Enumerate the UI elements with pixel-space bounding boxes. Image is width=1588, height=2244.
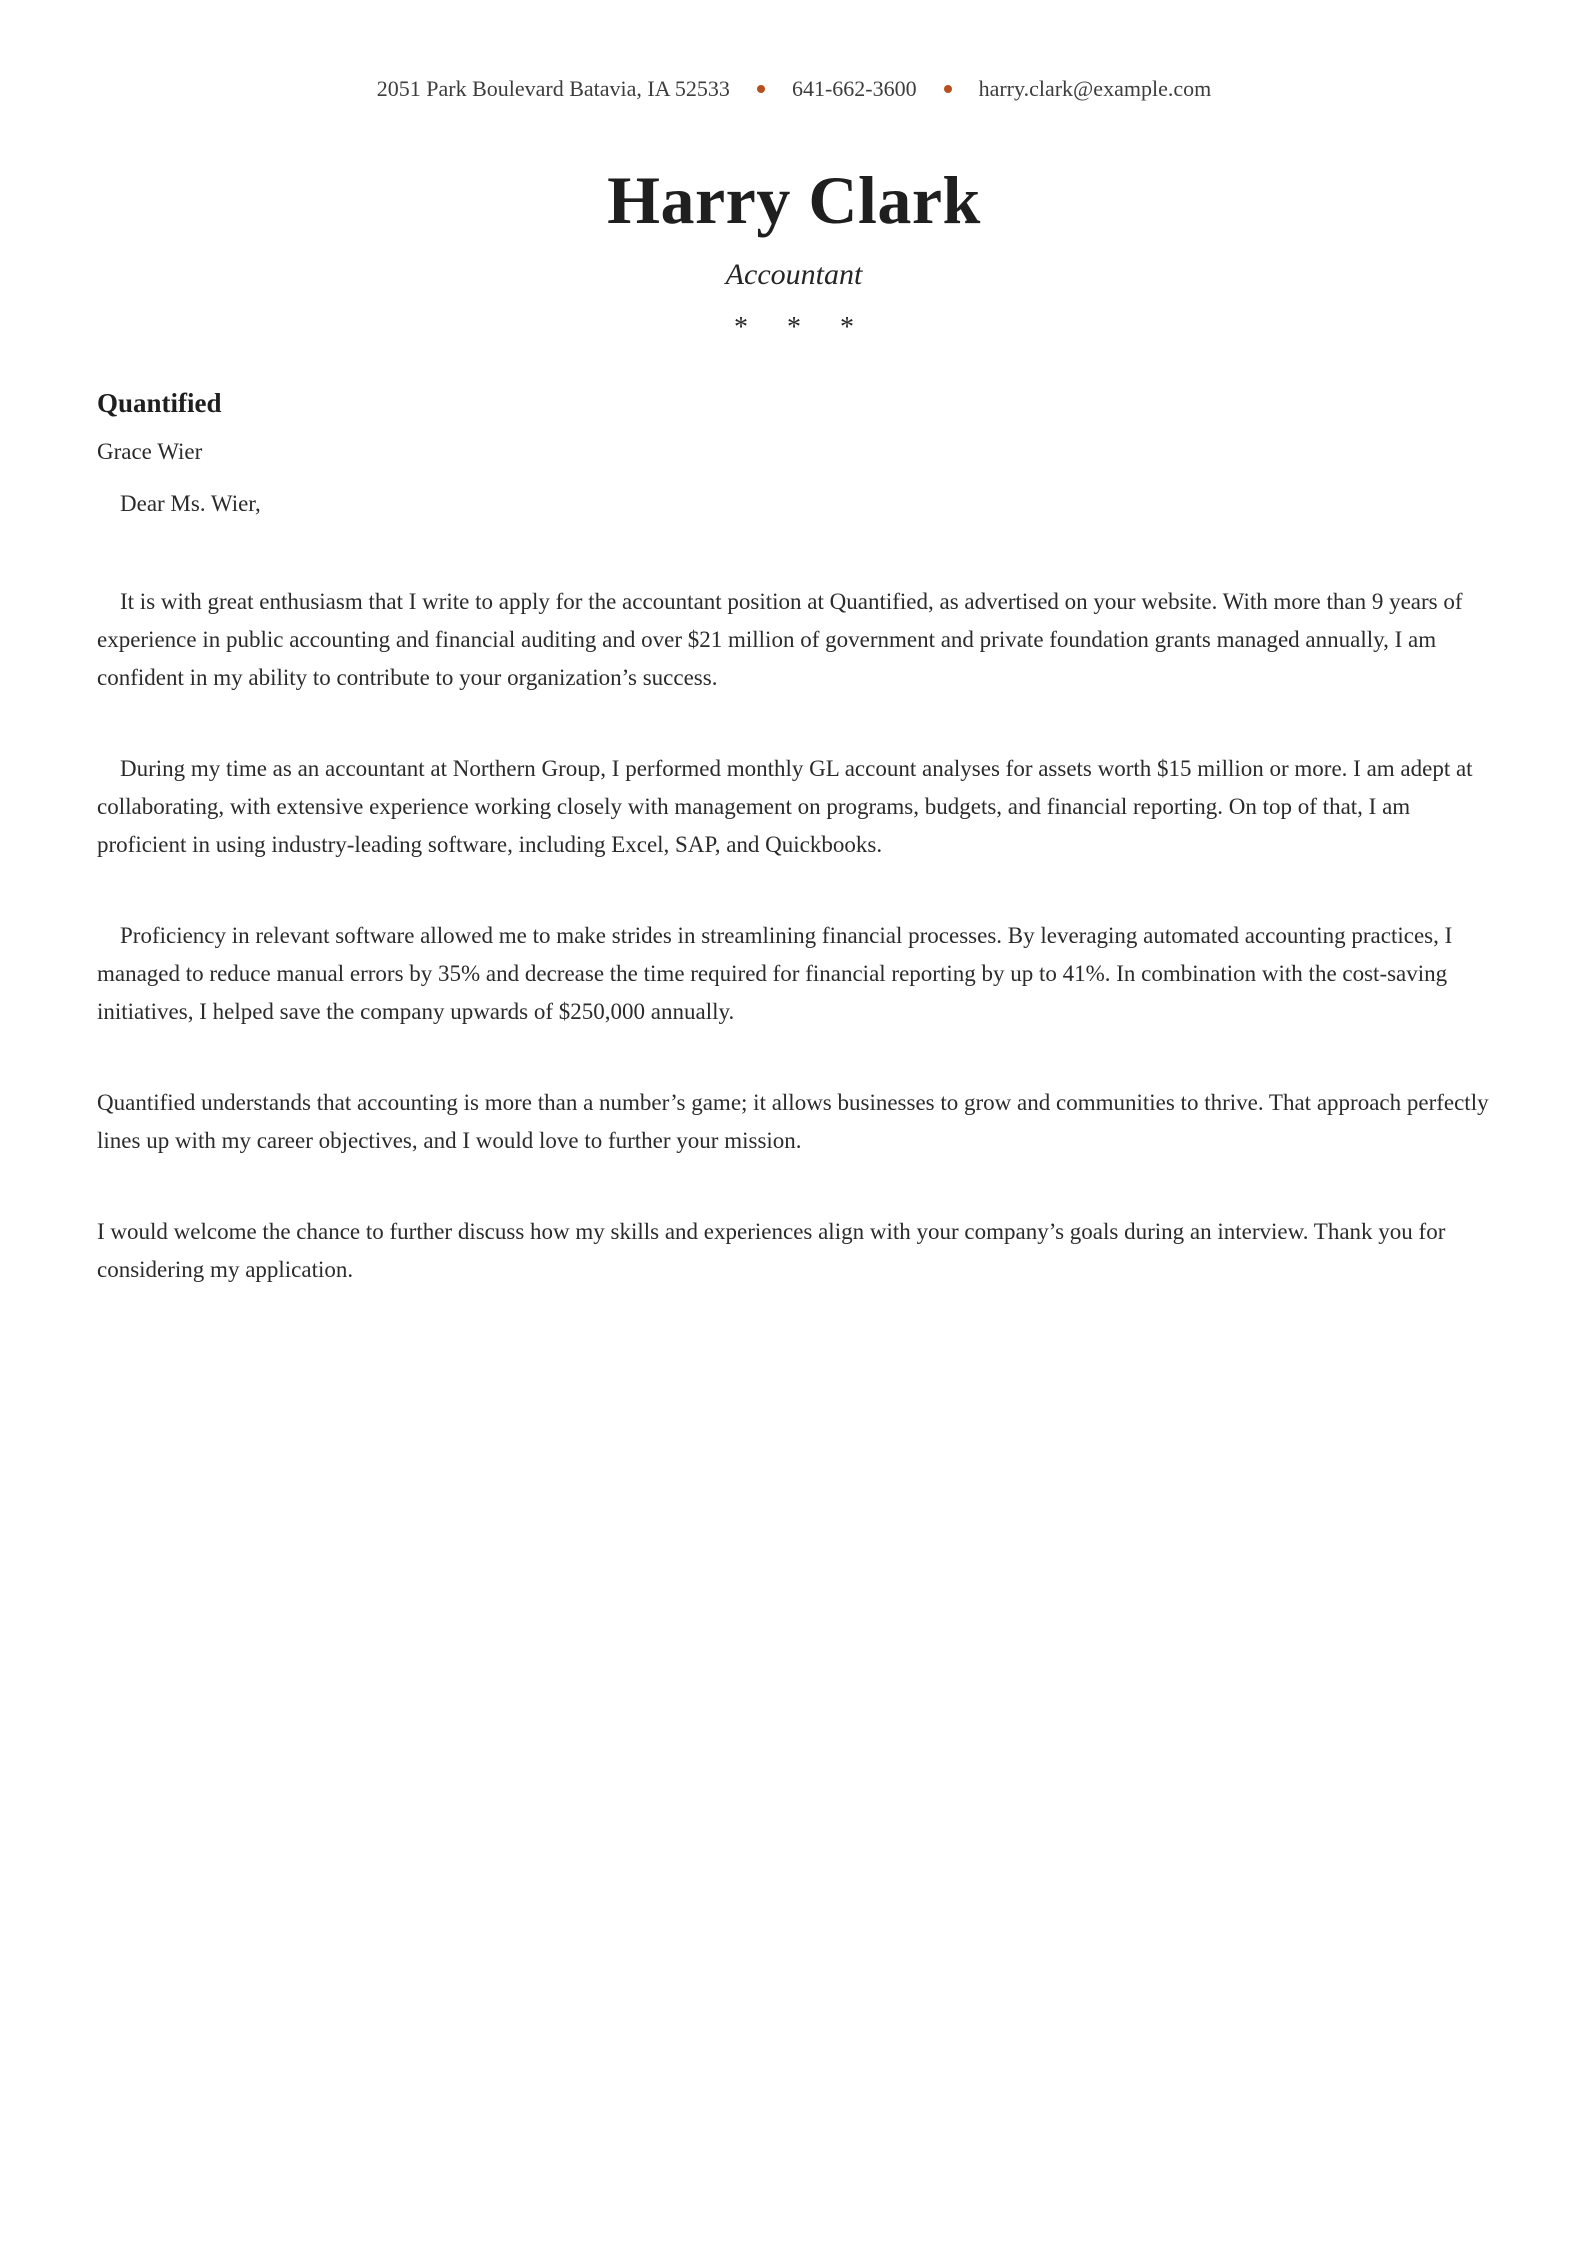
asterisk-divider: * * * — [734, 312, 870, 343]
salutation: Dear Ms. Wier, — [120, 491, 261, 516]
contact-email: harry.clark@example.com — [978, 76, 1212, 101]
letter-body — [97, 388, 1491, 1289]
bullet-separator-icon — [757, 85, 765, 93]
recipient-name: Grace Wier — [97, 439, 203, 464]
letter-paragraph: Quantified understands that accounting is more than a number’s game; it allows businesses to grow and communities to thrive. That approach perfectly lines up with my career objectives, and I would love to further your mission. — [97, 1090, 1489, 1153]
letter-paragraph: During my time as an accountant at Northern Group, I performed monthly GL account analyses for assets worth $15 million or more. I am adept at collaborating, with extensive experience working closely with management on programs, budgets, and financial reporting. On top of that, I am proficient in using industry-leading software, including Excel, SAP, and Quickbooks. — [97, 756, 1473, 857]
letter-paragraph: I would welcome the chance to further discuss how my skills and experiences align with your company’s goals during an interview. Thank you for considering my application. — [97, 1219, 1446, 1282]
letter-paragraph: It is with great enthusiasm that I write to apply for the accountant position at Quantified, as advertised on your website. With more than 9 years of experience in public accounting and financial auditing and over $21 million of government and private foundation grants managed annually, I am confident in my ability to contribute to your organization’s success. — [97, 589, 1463, 690]
recipient-company: Quantified — [97, 388, 222, 418]
contact-address: 2051 Park Boulevard Batavia, IA 52533 — [376, 76, 730, 101]
letter-paragraph: Proficiency in relevant software allowed me to make strides in streamlining financial processes. By leveraging automated accounting practices, I managed to reduce manual errors by 35% and decrease the time required for financial reporting by up to 41%. In combination with the cost-saving initiatives, I helped save the company upwards of $250,000 annually. — [97, 923, 1453, 1024]
contact-bar — [97, 78, 1491, 100]
person-name: Harry Clark — [607, 162, 981, 238]
job-title: Accountant — [725, 258, 863, 291]
bullet-separator-icon — [944, 85, 952, 93]
contact-phone: 641-662-3600 — [791, 76, 917, 101]
